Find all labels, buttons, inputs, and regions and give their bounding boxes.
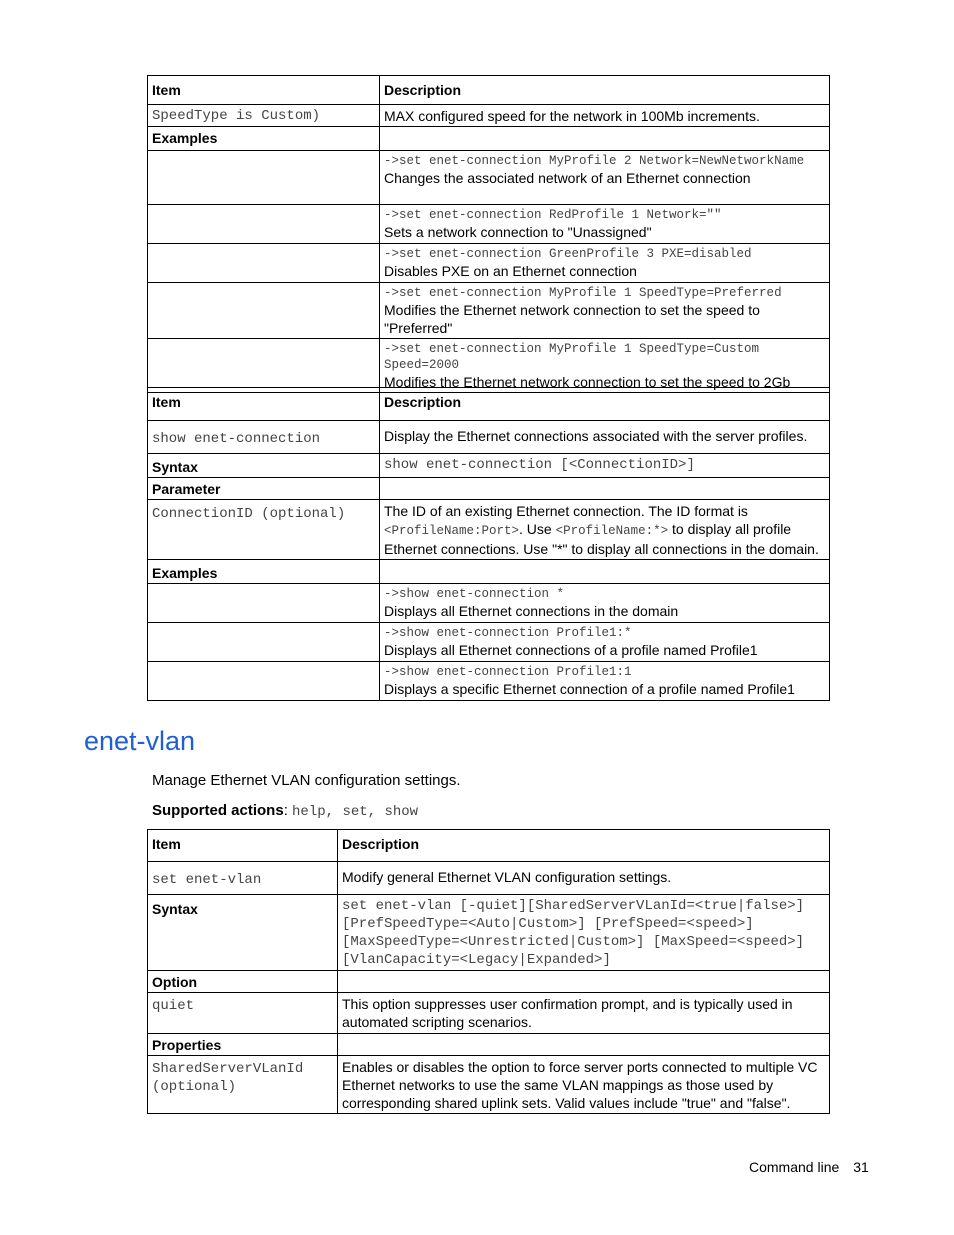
header-description: Description: [380, 388, 830, 421]
property-code: SharedServerVLanId (optional): [148, 1056, 338, 1114]
example-description: Sets a network connection to "Unassigned": [384, 224, 652, 240]
parameter-label: Parameter: [148, 478, 380, 500]
supported-actions: Supported actions: help, set, show: [152, 802, 419, 820]
option-description: This option suppresses user confirmation prompt, and is typically used in automated scripting scenarios.: [338, 993, 830, 1034]
item-code: set enet-vlan: [148, 862, 338, 895]
examples-label: Examples: [148, 127, 380, 151]
property-row: [148, 1056, 830, 1114]
example-row: [148, 339, 830, 393]
header-description: Description: [380, 76, 830, 105]
example-command: ->show enet-connection Profile1:1: [384, 665, 632, 679]
item-description: MAX configured speed for the network in 100Mb increments.: [380, 105, 830, 127]
parameter-code: ConnectionID (optional): [148, 500, 380, 560]
example-description: Displays all Ethernet connections of a profile named Profile1: [384, 642, 758, 658]
table-row: [148, 105, 830, 127]
example-description: Modifies the Ethernet network connection to set the speed to 2Gb: [384, 374, 791, 390]
supported-actions-label: Supported actions: [152, 802, 284, 819]
example-command: ->show enet-connection Profile1:*: [384, 626, 632, 640]
option-code: quiet: [148, 993, 338, 1034]
properties-label: Properties: [148, 1034, 338, 1056]
syntax-label: Syntax: [148, 895, 338, 971]
syntax-label: Syntax: [148, 454, 380, 478]
example-row: [148, 584, 830, 623]
examples-label: Examples: [148, 560, 380, 584]
example-row: [148, 662, 830, 701]
table-row: [148, 421, 830, 454]
header-item: Item: [148, 388, 380, 421]
example-row: [148, 283, 830, 339]
example-command: ->set enet-connection RedProfile 1 Network="": [384, 208, 722, 222]
supported-actions-list: help, set, show: [292, 804, 419, 820]
option-row: [148, 993, 830, 1034]
syntax-code: set enet-vlan [-quiet][SharedServerVLanId=<true|false>] [PrefSpeedType=<Auto|Custom>] [PrefSpeed=<speed>] [MaxSpeedType=<Unrestricted|Custom>] [MaxSpeed=<speed>] [VlanCapacity=<Legacy|Expanded>]: [338, 895, 830, 971]
example-row: [148, 244, 830, 283]
footer-label: Command line: [749, 1159, 840, 1175]
example-command: ->set enet-connection GreenProfile 3 PXE=disabled: [384, 247, 752, 261]
header-item: Item: [148, 76, 380, 105]
example-command: ->set enet-connection MyProfile 1 SpeedType=Preferred: [384, 286, 782, 300]
syntax-row: [148, 454, 830, 478]
example-row: [148, 623, 830, 662]
item-description: Display the Ethernet connections associated with the server profiles.: [380, 421, 830, 454]
section-title: enet-vlan: [84, 726, 196, 756]
section-row: [148, 560, 830, 584]
table-header-row: [148, 830, 830, 862]
example-description: Displays all Ethernet connections in the domain: [384, 603, 679, 619]
page-footer: [749, 1159, 869, 1175]
item-code: SpeedType is Custom): [148, 105, 380, 127]
header-item: Item: [148, 830, 338, 862]
parameter-row: [148, 500, 830, 560]
example-description: Modifies the Ethernet network connection to set the speed to "Preferred": [384, 302, 760, 336]
section-row: [148, 478, 830, 500]
example-row: [148, 205, 830, 244]
option-label: Option: [148, 971, 338, 993]
item-code: show enet-connection: [148, 421, 380, 454]
example-command: ->set enet-connection MyProfile 1 SpeedType=Custom Speed=2000: [384, 342, 760, 372]
item-description: Modify general Ethernet VLAN configuration settings.: [338, 862, 830, 895]
section-row: [148, 127, 830, 151]
example-description: Disables PXE on an Ethernet connection: [384, 263, 637, 279]
section-row: [148, 971, 830, 993]
page-number: 31: [853, 1159, 869, 1175]
example-command: ->set enet-connection MyProfile 2 Network=NewNetworkName: [384, 154, 805, 168]
header-description: Description: [338, 830, 830, 862]
section-row: [148, 1034, 830, 1056]
table-enet-connection-set: [147, 75, 830, 393]
example-command: ->show enet-connection *: [384, 587, 565, 601]
syntax-code: show enet-connection [<ConnectionID>]: [380, 454, 830, 478]
table-row: [148, 862, 830, 895]
section-intro: Manage Ethernet VLAN configuration settings.: [152, 772, 461, 789]
example-description: Displays a specific Ethernet connection of a profile named Profile1: [384, 681, 795, 697]
table-enet-vlan: [147, 829, 830, 1114]
table-header-row: [148, 76, 830, 105]
property-description: Enables or disables the option to force server ports connected to multiple VC Ethernet networks to use the same VLAN mappings as those used by corresponding shared uplink sets. Valid values include "true" and "false".: [338, 1056, 830, 1114]
example-description: Changes the associated network of an Ethernet connection: [384, 170, 751, 186]
syntax-row: [148, 895, 830, 971]
table-enet-connection-show: [147, 387, 830, 701]
example-row: [148, 151, 830, 205]
parameter-description: The ID of an existing Ethernet connection. The ID format is <ProfileName:Port>. Use <ProfileName:*> to display all profile Ethernet connections. Use "*" to display all connections in the domain.: [380, 500, 830, 560]
table-header-row: [148, 388, 830, 421]
